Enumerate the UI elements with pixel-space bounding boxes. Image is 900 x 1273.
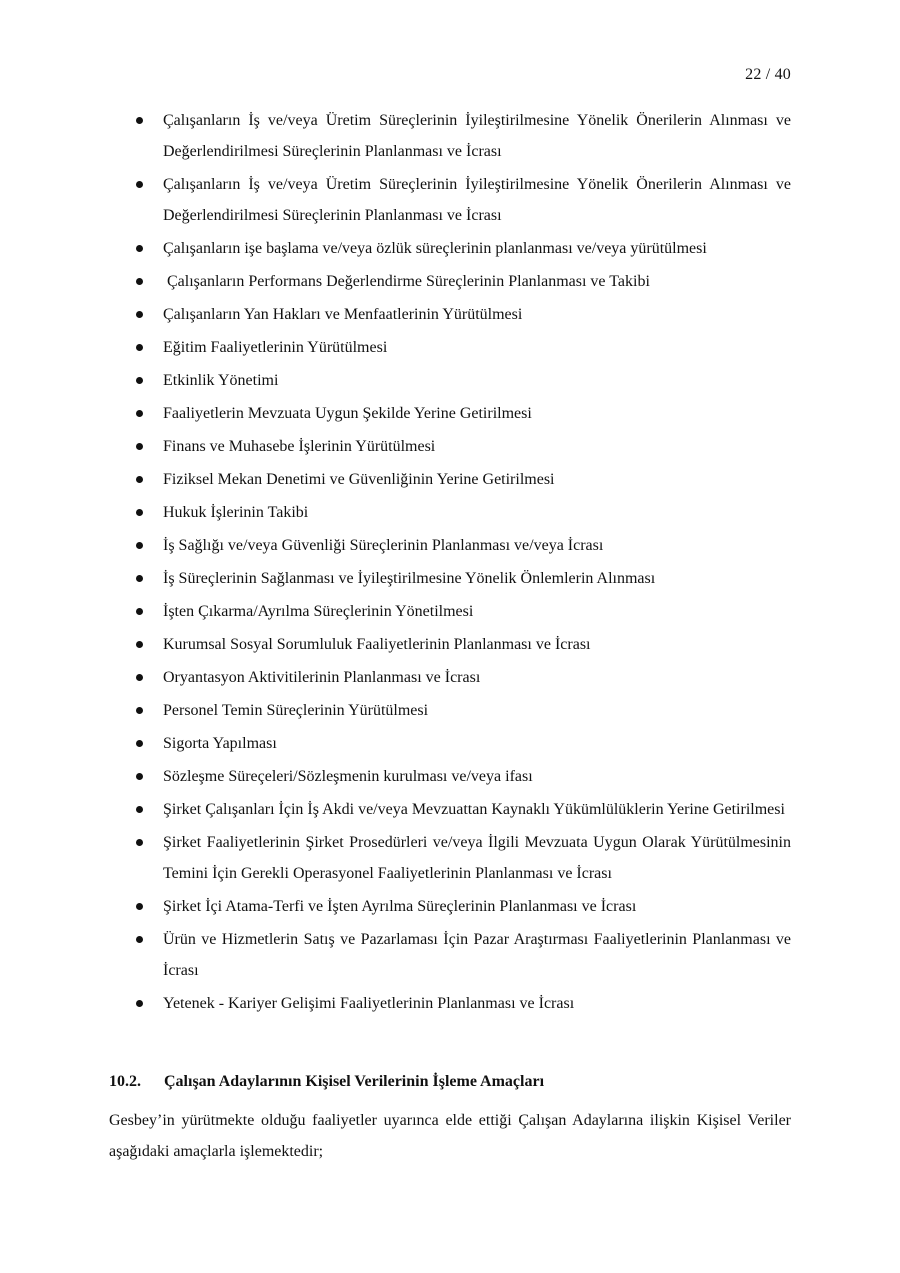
bullet-icon — [136, 641, 143, 648]
list-item — [0, 988, 900, 1019]
list-item — [0, 596, 900, 627]
list-item — [0, 695, 900, 726]
list-item — [0, 266, 900, 297]
bullet-icon — [136, 476, 143, 483]
list-item — [0, 891, 900, 922]
list-item — [0, 827, 900, 889]
list-item-text: Sözleşme Süreçeleri/Sözleşmenin kurulması ve/veya ifası — [163, 768, 533, 785]
list-item-text: Sigorta Yapılması — [163, 735, 277, 752]
list-item — [0, 105, 900, 167]
bullet-icon — [136, 1000, 143, 1007]
list-item-text: Çalışanların Performans Değerlendirme Süreçlerinin Planlanması ve Takibi — [163, 273, 650, 290]
section-number: 10.2. — [109, 1073, 141, 1090]
bullet-icon — [136, 903, 143, 910]
bullet-icon — [136, 936, 143, 943]
bullet-icon — [136, 773, 143, 780]
bullet-icon — [136, 674, 143, 681]
bullet-icon — [136, 410, 143, 417]
list-item — [0, 365, 900, 396]
bullet-icon — [136, 344, 143, 351]
bullet-icon — [136, 311, 143, 318]
bullet-icon — [136, 181, 143, 188]
list-item — [0, 398, 900, 429]
list-item — [0, 497, 900, 528]
bullet-icon — [136, 608, 143, 615]
list-item-text: Çalışanların İş ve/veya Üretim Süreçlerinin İyileştirilmesine Yönelik Önerilerin Alınması ve Değerlendirilmesi Süreçlerinin Planlanması ve İcrası — [163, 112, 791, 160]
list-item — [0, 629, 900, 660]
list-item-text: Çalışanların İş ve/veya Üretim Süreçlerinin İyileştirilmesine Yönelik Önerilerin Alınması ve Değerlendirilmesi Süreçlerinin Planlanması ve İcrası — [163, 176, 791, 224]
bullet-icon — [136, 117, 143, 124]
list-item-text: Şirket Faaliyetlerinin Şirket Prosedürleri ve/veya İlgili Mevzuata Uygun Olarak Yürütülmesinin Temini İçin Gerekli Operasyonel Faaliyetlerinin Planlanması ve İcrası — [163, 834, 791, 882]
list-item — [0, 794, 900, 825]
list-item-text: Oryantasyon Aktivitilerinin Planlanması ve İcrası — [163, 669, 481, 686]
bullet-icon — [136, 245, 143, 252]
bullet-icon — [136, 806, 143, 813]
list-item — [0, 728, 900, 759]
list-item — [0, 431, 900, 462]
list-item — [0, 233, 900, 264]
list-item-text: Personel Temin Süreçlerinin Yürütülmesi — [163, 702, 429, 719]
page-number: 22 / 40 — [745, 66, 791, 83]
bullet-icon — [136, 509, 143, 516]
bullet-icon — [136, 839, 143, 846]
list-item — [0, 924, 900, 986]
list-item — [0, 169, 900, 231]
section-paragraph: Gesbey’in yürütmekte olduğu faaliyetler uyarınca elde ettiği Çalışan Adaylarına ilişkin Kişisel Veriler aşağıdaki amaçlarla işlemektedir; — [109, 1112, 791, 1160]
bullet-icon — [136, 278, 143, 285]
list-item-text: Şirket Çalışanları İçin İş Akdi ve/veya Mevzuattan Kaynaklı Yükümlülüklerin Yerine Getirilmesi — [163, 801, 785, 818]
bullet-icon — [136, 443, 143, 450]
list-item — [0, 530, 900, 561]
list-item-text: İşten Çıkarma/Ayrılma Süreçlerinin Yönetilmesi — [163, 603, 474, 620]
list-item — [0, 662, 900, 693]
bullet-icon — [136, 740, 143, 747]
list-item-text: Finans ve Muhasebe İşlerinin Yürütülmesi — [163, 438, 436, 455]
section-heading — [109, 1066, 791, 1097]
bullet-icon — [136, 542, 143, 549]
purpose-list — [0, 105, 900, 1021]
list-item-text: Etkinlik Yönetimi — [163, 372, 279, 389]
list-item-text: İş Sağlığı ve/veya Güvenliği Süreçlerinin Planlanması ve/veya İcrası — [163, 537, 604, 554]
list-item — [0, 563, 900, 594]
list-item-text: İş Süreçlerinin Sağlanması ve İyileştirilmesine Yönelik Önlemlerin Alınması — [163, 570, 656, 587]
list-item-text: Ürün ve Hizmetlerin Satış ve Pazarlaması İçin Pazar Araştırması Faaliyetlerinin Planlanması ve İcrası — [163, 931, 791, 979]
bullet-icon — [136, 377, 143, 384]
list-item-text: Eğitim Faaliyetlerinin Yürütülmesi — [163, 339, 388, 356]
list-item-text: Kurumsal Sosyal Sorumluluk Faaliyetlerinin Planlanması ve İcrası — [163, 636, 591, 653]
bullet-icon — [136, 707, 143, 714]
list-item-text: Hukuk İşlerinin Takibi — [163, 504, 309, 521]
list-item-text: Faaliyetlerin Mevzuata Uygun Şekilde Yerine Getirilmesi — [163, 405, 532, 422]
list-item — [0, 332, 900, 363]
list-item — [0, 761, 900, 792]
section-title: Çalışan Adaylarının Kişisel Verilerinin İşleme Amaçları — [164, 1073, 545, 1090]
list-item — [0, 464, 900, 495]
list-item-text: Fiziksel Mekan Denetimi ve Güvenliğinin Yerine Getirilmesi — [163, 471, 555, 488]
list-item-text: Çalışanların Yan Hakları ve Menfaatlerinin Yürütülmesi — [163, 306, 523, 323]
list-item — [0, 299, 900, 330]
list-item-text: Çalışanların işe başlama ve/veya özlük süreçlerinin planlanması ve/veya yürütülmesi — [163, 240, 707, 257]
list-item-text: Şirket İçi Atama-Terfi ve İşten Ayrılma Süreçlerinin Planlanması ve İcrası — [163, 898, 637, 915]
bullet-icon — [136, 575, 143, 582]
list-item-text: Yetenek - Kariyer Gelişimi Faaliyetlerinin Planlanması ve İcrası — [163, 995, 575, 1012]
